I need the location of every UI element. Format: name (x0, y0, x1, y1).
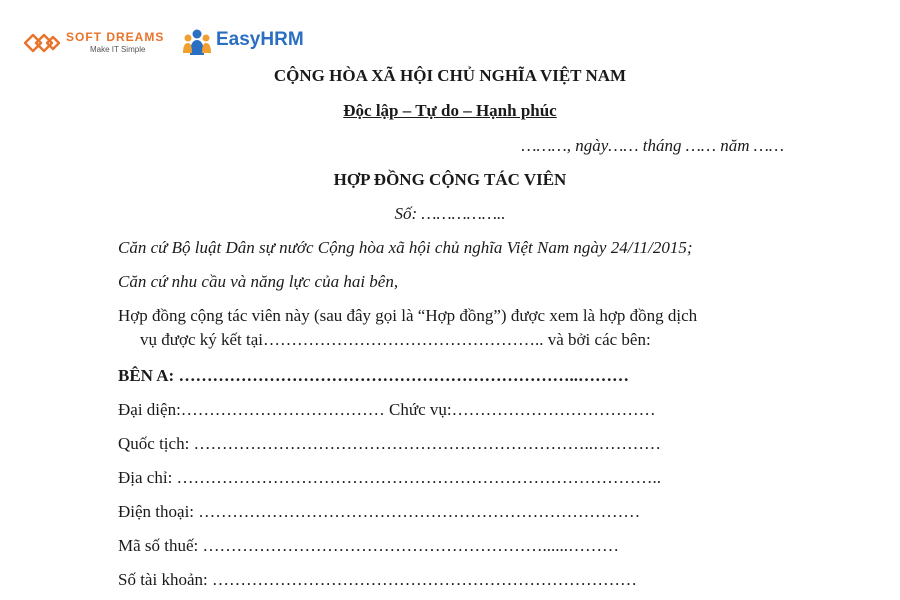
motto: Độc lập – Tự do – Hạnh phúc (343, 101, 557, 120)
representative-field: Đại diện:……………………………… Chức vụ:……………………………… (118, 400, 656, 419)
nationality-field: Quốc tịch: ……………………………………………………………..………… (118, 434, 662, 453)
intro-paragraph-line-2: vụ được ký kết tại………………………………………….. và bởi các bên: (140, 330, 651, 349)
softdreams-tagline: Make IT Simple (90, 45, 146, 54)
legal-basis-1: Căn cứ Bộ luật Dân sự nước Cộng hòa xã hội chủ nghĩa Việt Nam ngày 24/11/2015; (118, 238, 693, 257)
tax-code-field: Mã số thuế: ……………………………………………………......……… (118, 536, 620, 555)
address-field: Địa chỉ: ………………………………………………………………………….. (118, 468, 662, 487)
softdreams-logo-icon (22, 28, 62, 58)
party-a-heading: BÊN A: ……………………………………………………………..……… (118, 366, 629, 385)
date-line: ………, ngày…… tháng …… năm …… (521, 136, 784, 155)
account-number-field: Số tài khoản: ………………………………………………………………… (118, 570, 637, 589)
intro-paragraph-line-1: Hợp đồng cộng tác viên này (sau đây gọi là “Hợp đồng”) được xem là hợp đồng dịch (118, 306, 698, 325)
easyhrm-people-icon (182, 28, 212, 56)
contract-number: Số: …………….. (394, 204, 506, 223)
legal-basis-2: Căn cứ nhu cầu và năng lực của hai bên, (118, 272, 399, 291)
softdreams-logo (22, 26, 182, 60)
contract-title: HỢP ĐỒNG CỘNG TÁC VIÊN (333, 170, 567, 189)
softdreams-name: SOFT DREAMS (66, 30, 165, 44)
easyhrm-logo (182, 26, 322, 60)
national-title: CỘNG HÒA XÃ HỘI CHỦ NGHĨA VIỆT NAM (273, 66, 627, 85)
phone-field: Điện thoại: …………………………………………………………………… (118, 502, 641, 521)
easyhrm-name: EasyHRM (216, 29, 304, 50)
